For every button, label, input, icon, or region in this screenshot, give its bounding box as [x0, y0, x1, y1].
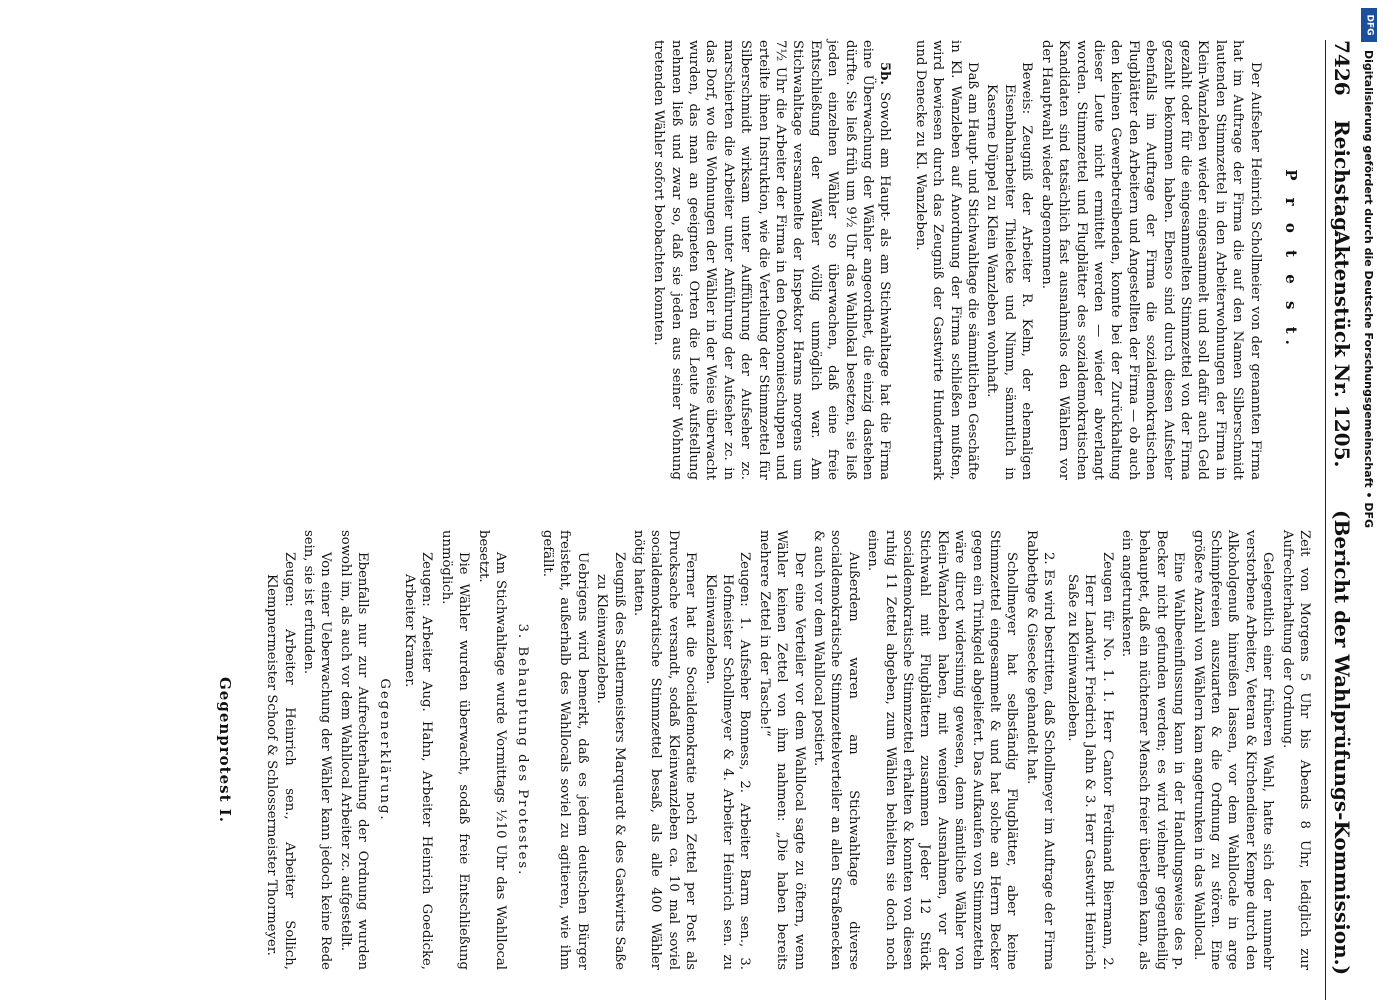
right-para-2c: Außerdem waren am Stichwahltage diverse socialdemokratische Stimmzettelverteiler an allen Straßenecken & auch vor dem Wahllocal postiert.: [811, 530, 861, 970]
running-head: [1325, 40, 1365, 1000]
page-number: 7426: [1330, 40, 1354, 96]
right-para-g1: Ebenfalls nur zur Aufrechterhaltung der Ordnung wurden sowohl im, als auch vor dem Wahllocal Arbeiter zc. aufgestellt.: [337, 530, 371, 970]
paragraph-closure: Daß am Haupt- und Stichwahltage die sämmtlichen Geschäfte in Kl. Wanzleben auf Anordnung der Firma schließen mußten, wird bewiesen durch das Zeugniß der Gastwirte Hundertmark und Denecke zu Kl. Wanzleben.: [912, 40, 981, 480]
protest-paragraph: Der Aufseher Heinrich Schollmeier von der genannten Firma hat im Auftrage der Firma die auf den Namen Silberschmidt lautenden Stimmzettel in den Arbeiterwohnungen der Firma in Klein-Wanzleben wieder eingesammelt und soll dafür auch Geld gezahlt oder für die eingesammelten Stimmzettel von der Firma gezahlt bekommen haben. Ebenso sind durch diesen Aufseher ebenfalls im Auftrage der Firma die sozialdemokratischen Flugblätter den Arbeitern und Angestellten der Firma — ob auch den kleinen Gewerbetreibenden, konnte bei der Zurückhaltung dieser Leute nicht ermittelt werden — wieder abverlangt worden. Stimmzettel und Flugblätter des sozialdemokratischen Kandidaten sind tatsächlich fast ausnahmslos den Wählern vor der Hauptwahl wieder abgenommen.: [1038, 40, 1263, 480]
dfg-logo: [1361, 8, 1377, 42]
right-para-2e: Ferner hat die Socialdemokratie noch Zettel per Post als Drucksache versandt, sodaß Kleinwanzleben ca. 10 mal soviel socialdemokratische Stimmzettel besaß, als alle 400 Wähler nötig hatten.: [630, 530, 699, 970]
dfg-logo-text: DFG: [1364, 14, 1375, 36]
right-column: [197, 530, 1313, 970]
witness-3: Zeugen: Arbeiter Aug. Hahn, Arbeiter Heinrich Goedicke, Arbeiter Kramer.: [402, 552, 435, 970]
right-para-3b: Die Wähler wurden überwacht, sodaß freie Entschließung unmöglich.: [438, 530, 472, 970]
subhead-gegenerklaerung: Gegenerklärung.: [376, 678, 392, 822]
witness-g: Zeugen: Arbeiter Heinrich sen., Arbeiter Sollich, Klempnermeister Schoof & Schlossermeister Thormeyer.: [264, 552, 297, 970]
header-report-title: (Bericht der Wahlprüfungs-Kommission.): [1330, 510, 1354, 976]
beweis-paragraph: Beweis: Zeugniß der Arbeiter R. Kelm, der ehemaligen Eisenbahnarbeiter Thielecke und Nimm, sämmtlich in Kaserne Düppel zu Klein Wanzleben wohnhaft.: [984, 62, 1035, 480]
paragraph-5b: [650, 40, 894, 480]
paragraph-5b-text: Sowohl am Haupt- als am Stichwahltage hat die Firma eine Überwachung der Wähler angeordnet, die einzig dastehen dürfte. Sie ließ früh um 9½ Uhr das Wahllokal besetzen, sie ließ jeden einzelnen Wähler so überwachen, daß eine freie Entschließung der Wähler völlig unmöglich war. Am Stichwahltage versammelte der Inspektor Harms morgens um 7½ Uhr die Arbeiter der Firma in den Oekonomieschuppen und erteilte ihnen Instruktion, wie die Verteilung der Stimmzettel für Silberschmidt wirksam unter Aufführung der Aufseher zc. marschierten die Arbeiter unter Anführung der Aufseher zc. in das Dorf, wo die Wohnungen der Wähler in der Weise überwacht wurden, das man an geeigneten Orten die Leute Aufstellung nehmen ließ und zwar so, daß sie jeden aus seiner Wohnung tretenden Wähler sofort beobachten konnten.: [651, 40, 893, 480]
header-reference: Aktenstück Nr. 1205.: [1330, 230, 1354, 468]
header-org: Reichstag.: [1330, 120, 1354, 239]
right-para-2f: Uebrigens wird bemerkt, daß es jedem deutschen Bürger freisteht, außerhalb des Wahllocals soviel zu agitieren, wie ihm gefällt.: [539, 530, 590, 970]
right-para-b: Eine Wahlbeeinflussung kann in der Handlungsweise des p. Becker nicht gefunden werden; es wird vielmehr gegentheilig behauptet, daß ein nüchterner Mensch freier überlegen kann, als ein angetrunkener.: [1118, 530, 1187, 970]
right-para-a: Gelegentlich einer früheren Wahl, hatte sich der nunmehr verstorbene Arbeiter, Veteran & Kirchendiener Kempe durch den Alkoholgenuß hinreißen lassen, vor dem Wahllocale in arge Schimpfereien auszuarten & die Ordnung zu stören. Eine größere Anzahl von Wählern kam angetrunken in das Wahllocal.: [1190, 530, 1276, 970]
subhead-3: 3. Behauptung des Protestes.: [514, 623, 530, 877]
left-column: [648, 40, 1313, 480]
digitization-credit-text: Digitalisierung gefördert durch die Deutsche Forschungsgemeinschaft • DFG: [1362, 50, 1375, 529]
digitization-credit: [1361, 50, 1379, 960]
right-para-3: Am Stichwahltage wurde Vormittags ½10 Uhr das Wahllocal besetzt.: [475, 530, 509, 970]
right-para-g2: Von einer Ueberwachung der Wähler kann jedoch keine Rede sein, sie ist erfunden.: [301, 530, 334, 970]
paragraph-5b-lead: 5b.: [877, 62, 893, 85]
protest-title: P r o t e s t.: [1282, 169, 1300, 351]
right-para-2b: Schollmeyer hat selbständig Flugblätter, aber keine Stimmzettel eingesammelt & und hat solche an Herrn Becker gegen ein Trinkgeld abgeliefert. Das Aufkaufen von Stimmzetteln wäre direct widersinnig gewesen, denn sämtliche Wähler von Klein-Wanzleben haben, mit wenigen Ausnahmen, vor der Stichwahl mit Flugblättern zusammen Jeder 12 Stück socialdemokratische Stimmzettel erhalten & konnten von diesen ruhig 11 Zettel abgeben, zum Wählen behielten sie doch noch einen.: [865, 530, 1020, 970]
right-para-2d: Der eine Verteiler vor dem Wahllocal sagte zu öftern, wenn Wähler keinen Zettel von ihm nahmen: „Die haben bereits mehrere Zettel in der Tasche!“: [756, 530, 807, 970]
witness-2b: Zeugniß des Sattlermeisters Marquardt & des Gastwirts Saße zu Kleinwanzleben.: [594, 552, 627, 970]
right-para-top: Zeit von Morgens 5 Uhr bis Abends 8 Uhr, lediglich zur Aufrechterhaltung der Ordnung.: [1279, 530, 1312, 970]
witness-2: Zeugen: 1. Aufseher Bonness, 2. Arbeiter Barm sen., 3. Hofmeister Schollmeyer & 4. Arbeiter Heinrich sen. zu Kleinwanzleben.: [702, 552, 753, 970]
right-para-2: 2. Es wird bestritten, daß Schollmeyer im Auftrage der Firma Rabbethge & Giesecke gehandelt hat.: [1023, 530, 1057, 970]
witness-1: Zeugen für No. 1. 1. Herr Cantor Ferdinand Biermann, 2. Herr Landwirt Friedrich Jahn & 3. Herr Gastwirt Heinrich Saße zu Kleinwanzleben.: [1064, 552, 1115, 970]
document-page: [25, 40, 1365, 1000]
gegenprotest-title: Gegenprotest I.: [215, 677, 234, 823]
